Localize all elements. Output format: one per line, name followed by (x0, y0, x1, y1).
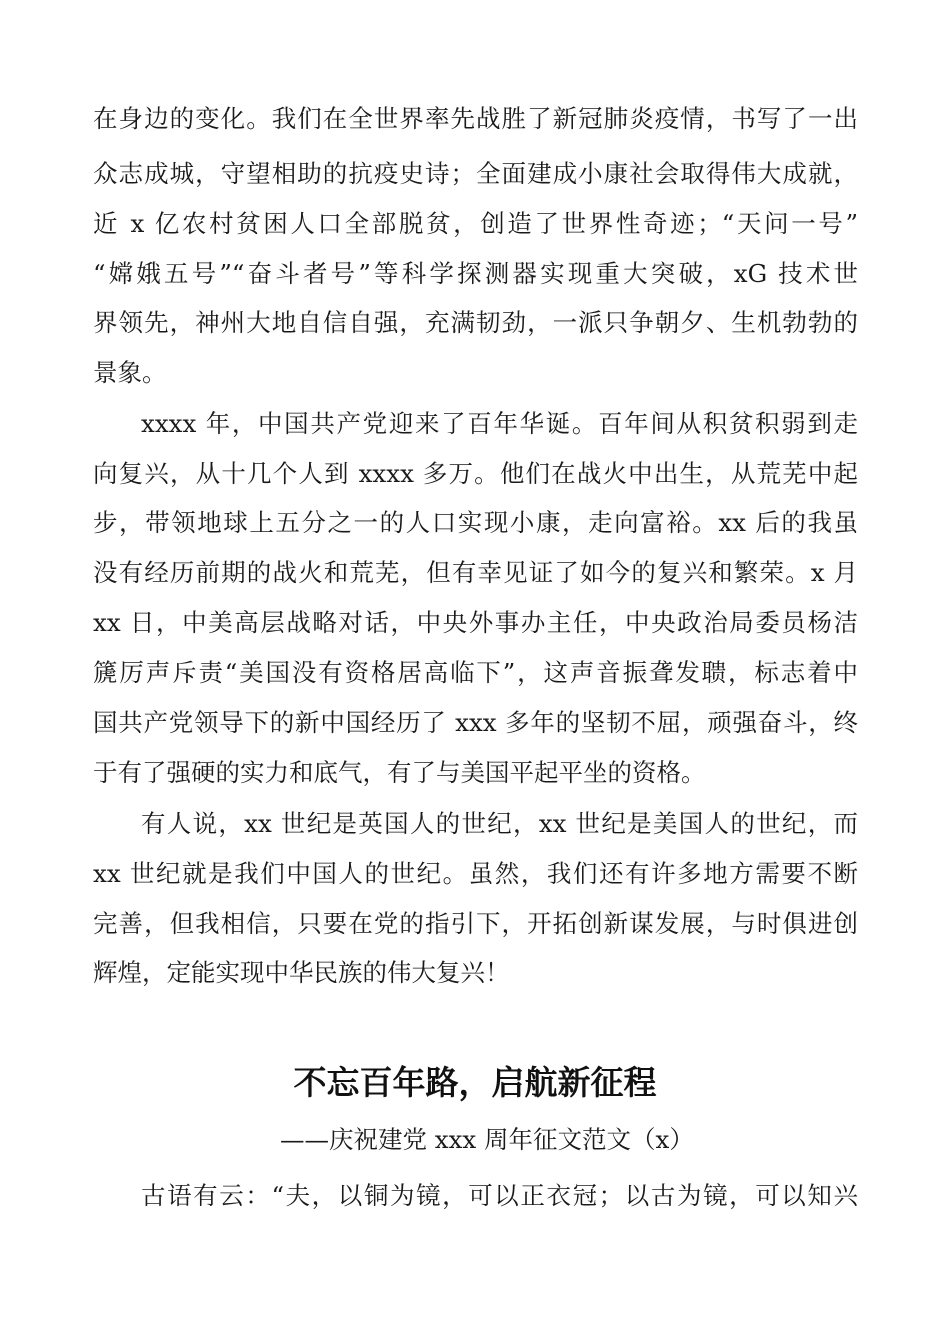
paragraph-line: “嫦娥五号”“奋斗者号”等科学探测器实现重大突破，xG 技术世 (93, 259, 858, 288)
paragraph-line: 众志成城，守望相助的抗疫史诗；全面建成小康社会取得伟大成就， (93, 159, 858, 188)
paragraph-line: 完善，但我相信，只要在党的指引下，开拓创新谋发展，与时俱进创 (93, 909, 858, 938)
essay-subtitle: ——庆祝建党 xxx 周年征文范文（x） (280, 1125, 694, 1154)
essay-title: 不忘百年路，启航新征程 (293, 1063, 657, 1102)
paragraph-line: 于有了强硬的实力和底气，有了与美国平起平坐的资格。 (93, 758, 706, 787)
paragraph-line: xx 日，中美高层战略对话，中央外事办主任，中央政治局委员杨洁 (93, 608, 858, 637)
paragraph-line: xx 世纪就是我们中国人的世纪。虽然，我们还有许多地方需要不断 (93, 859, 858, 888)
paragraph-line: 辉煌，定能实现中华民族的伟大复兴！ (93, 958, 510, 987)
paragraph-line: xxxx 年，中国共产党迎来了百年华诞。百年间从积贫积弱到走 (141, 409, 858, 438)
paragraph-line: 篪厉声斥责“美国没有资格居高临下”，这声音振聋发聩，标志着中 (93, 658, 858, 687)
essay-first-line: 古语有云：“夫，以铜为镜，可以正衣冠；以古为镜，可以知兴 (141, 1181, 858, 1210)
paragraph-line: 近 x 亿农村贫困人口全部脱贫，创造了世界性奇迹；“天问一号” (93, 209, 858, 238)
paragraph-line: 在身边的变化。我们在全世界率先战胜了新冠肺炎疫情，书写了一出 (93, 104, 858, 133)
paragraph-line: 国共产党领导下的新中国经历了 xxx 多年的坚韧不屈，顽强奋斗，终 (93, 708, 858, 737)
paragraph-line: 步，带领地球上五分之一的人口实现小康，走向富裕。xx 后的我虽 (93, 508, 858, 537)
paragraph-line: 景象。 (93, 358, 167, 387)
paragraph-line: 界领先，神州大地自信自强，充满韧劲，一派只争朝夕、生机勃勃的 (93, 308, 858, 337)
paragraph-line: 有人说，xx 世纪是英国人的世纪，xx 世纪是美国人的世纪，而 (141, 809, 858, 838)
paragraph-line: 向复兴，从十几个人到 xxxx 多万。他们在战火中出生，从荒芜中起 (93, 459, 858, 488)
paragraph-line: 没有经历前期的战火和荒芜，但有幸见证了如今的复兴和繁荣。x 月 (93, 558, 858, 587)
